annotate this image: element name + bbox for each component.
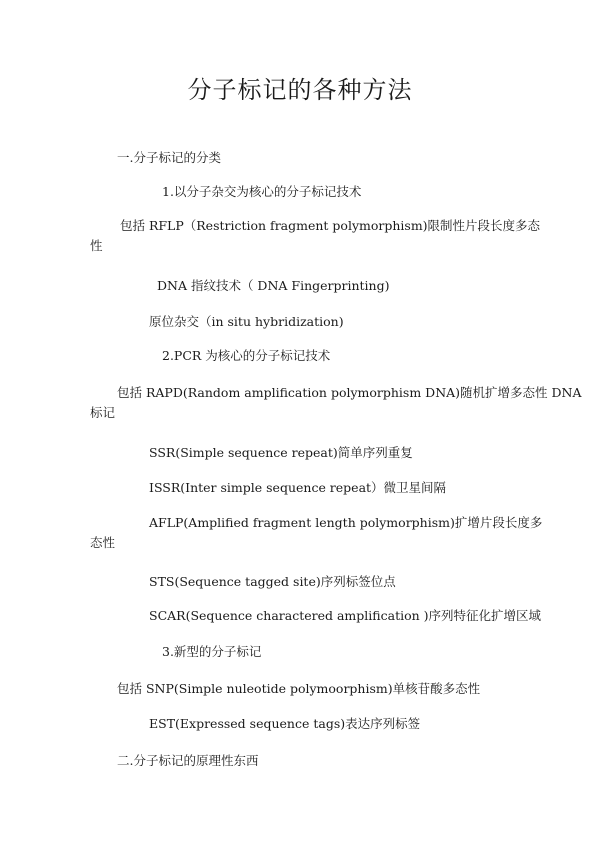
rflp-paragraph	[90, 216, 540, 256]
ssr-item: SSR(Simple sequence repeat)简单序列重复	[149, 445, 413, 460]
subsection-2-heading: 2.PCR 为核心的分子标记技术	[162, 348, 331, 363]
aflp-paragraph	[90, 513, 542, 553]
rapd-paragraph	[90, 383, 582, 423]
issr-item: ISSR(Inter simple sequence repeat）微卫星间隔	[149, 480, 447, 495]
in-situ-hybridization-item: 原位杂交（in situ hybridization)	[149, 314, 344, 329]
subsection-1-heading: 1.以分子杂交为核心的分子标记技术	[162, 184, 362, 199]
sts-item: STS(Sequence tagged site)序列标签位点	[149, 574, 396, 589]
section-2-heading: 二.分子标记的原理性东西	[117, 753, 259, 768]
rapd-line-2: 标记	[90, 405, 116, 420]
dna-fingerprinting-item: DNA 指纹技术（ DNA Fingerprinting)	[157, 278, 390, 293]
aflp-line-2: 态性	[90, 535, 116, 550]
rflp-line-2: 性	[90, 238, 103, 253]
section-1-heading: 一.分子标记的分类	[117, 150, 221, 165]
page-title: 分子标记的各种方法	[187, 76, 413, 104]
rflp-line-1: 包括 RFLP（Restriction fragment polymorphism)限制性片段长度多态	[120, 218, 541, 233]
est-item: EST(Expressed sequence tags)表达序列标签	[149, 716, 421, 731]
aflp-line-1: AFLP(Amplified fragment length polymorphism)扩增片段长度多	[149, 515, 543, 530]
subsection-3-heading: 3.新型的分子标记	[162, 644, 262, 659]
rapd-line-1: 包括 RAPD(Random amplification polymorphism DNA)随机扩增多态性 DNA	[117, 385, 582, 400]
scar-item: SCAR(Sequence charactered amplification )序列特征化扩增区域	[149, 608, 542, 623]
snp-item: 包括 SNP(Simple nuleotide polymoorphism)单核苷酸多态性	[117, 681, 481, 696]
